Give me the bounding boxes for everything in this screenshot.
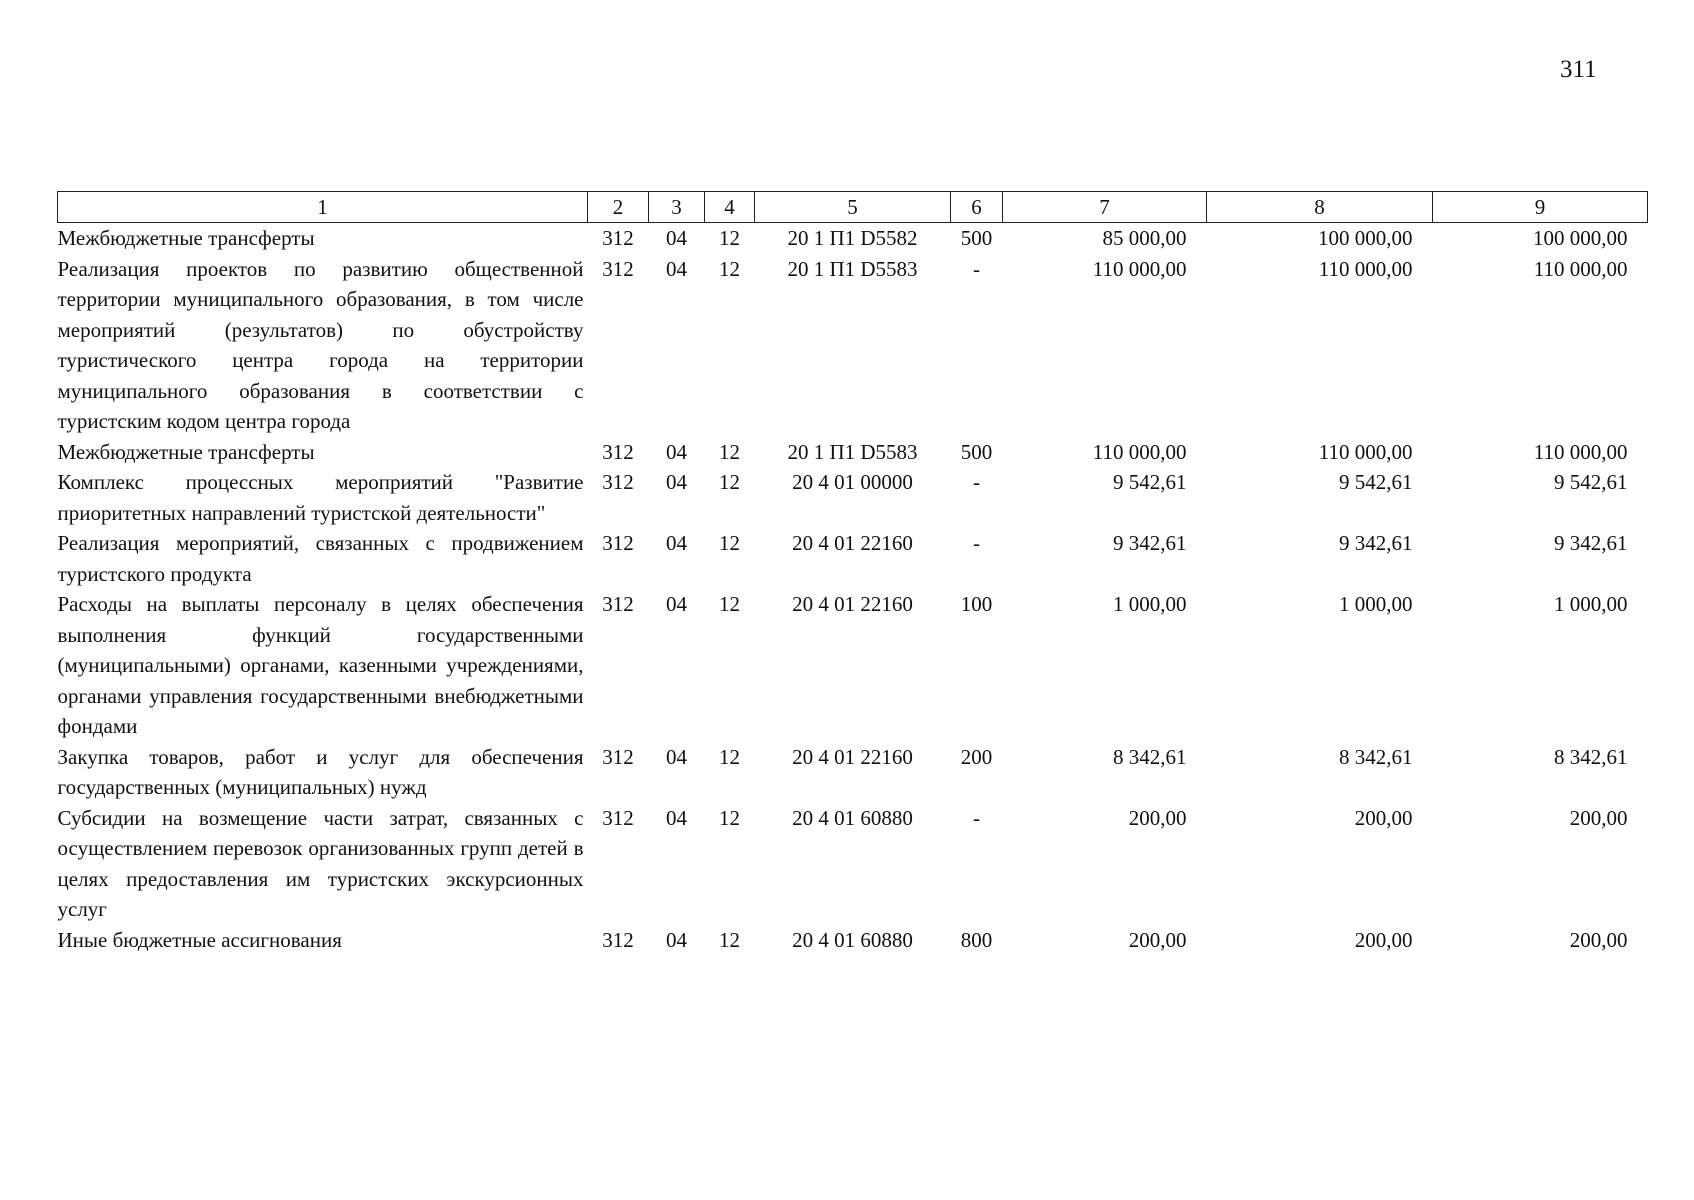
column-header-1: 1 (58, 192, 588, 223)
table-row (58, 467, 1648, 528)
amount-8-cell: 9 542,61 (1339, 470, 1413, 494)
code-4-cell: 12 (719, 531, 740, 555)
table-row (58, 925, 1648, 956)
amount-7-cell: 85 000,00 (1102, 226, 1187, 250)
code-6-cell: 500 (960, 439, 993, 464)
amount-7-cell: 9 342,61 (1113, 531, 1187, 555)
code-5-cell: 20 1 П1 D5583 (787, 439, 918, 464)
code-5-cell: 20 4 01 60880 (792, 927, 913, 952)
column-header-7: 7 (1003, 192, 1207, 223)
code-5-cell: 20 4 01 00000 (792, 470, 913, 494)
table-row (58, 254, 1648, 437)
code-2-cell: 312 (602, 744, 634, 769)
code-4-cell: 12 (719, 592, 740, 616)
code-3-cell: 04 (666, 744, 687, 769)
code-3-cell: 04 (666, 439, 687, 464)
code-3-cell: 04 (666, 470, 687, 494)
code-5-cell: 20 4 01 22160 (792, 592, 913, 616)
code-2-cell: 312 (602, 256, 634, 281)
code-2-cell: 312 (602, 592, 634, 616)
amount-7-cell: 8 342,61 (1113, 744, 1187, 769)
column-header-9: 9 (1433, 192, 1648, 223)
row-name-cell: Комплекс процессных мероприятий "Развитие приоритетных направлений туристской деятельности" (57, 470, 584, 525)
row-name-cell: Межбюджетные трансферты (57, 226, 315, 250)
row-name-cell: Субсидии на возмещение части затрат, связанных с осуществлением перевозок организованных групп детей в целях предоставления им туристских экскурсионных услуг (57, 805, 584, 921)
column-header-5: 5 (755, 192, 951, 223)
code-6-cell: - (973, 531, 980, 555)
code-3-cell: 04 (666, 592, 687, 616)
table-body (58, 223, 1648, 956)
amount-9-cell: 8 342,61 (1554, 744, 1628, 769)
column-header-3: 3 (649, 192, 705, 223)
code-5-cell: 20 1 П1 D5582 (787, 226, 918, 250)
amount-9-cell: 110 000,00 (1533, 439, 1628, 464)
amount-7-cell: 200,00 (1128, 805, 1187, 830)
code-4-cell: 12 (719, 470, 740, 494)
code-4-cell: 12 (719, 927, 740, 952)
code-6-cell: - (973, 256, 980, 281)
code-4-cell: 12 (719, 744, 740, 769)
code-5-cell: 20 1 П1 D5583 (787, 256, 918, 281)
header-row (58, 192, 1648, 223)
amount-7-cell: 200,00 (1128, 927, 1187, 952)
table-row (58, 742, 1648, 803)
table-header (58, 192, 1648, 223)
amount-9-cell: 200,00 (1569, 927, 1628, 952)
row-name-cell: Иные бюджетные ассигнования (57, 927, 342, 952)
row-name-cell: Реализация мероприятий, связанных с продвижением туристского продукта (57, 531, 584, 586)
amount-8-cell: 110 000,00 (1318, 256, 1413, 281)
amount-8-cell: 1 000,00 (1339, 592, 1413, 616)
amount-7-cell: 110 000,00 (1092, 439, 1187, 464)
code-3-cell: 04 (666, 226, 687, 250)
code-2-cell: 312 (602, 439, 634, 464)
amount-8-cell: 200,00 (1354, 805, 1413, 830)
column-header-6: 6 (951, 192, 1003, 223)
code-6-cell: 100 (960, 592, 993, 616)
column-header-4: 4 (705, 192, 755, 223)
code-3-cell: 04 (666, 256, 687, 281)
code-3-cell: 04 (666, 805, 687, 830)
amount-9-cell: 9 542,61 (1554, 470, 1628, 494)
amount-9-cell: 200,00 (1569, 805, 1628, 830)
code-6-cell: 500 (960, 226, 993, 250)
table-row (58, 803, 1648, 925)
budget-table (57, 191, 1648, 955)
code-5-cell: 20 4 01 60880 (792, 805, 913, 830)
row-name-cell: Межбюджетные трансферты (57, 439, 315, 464)
code-3-cell: 04 (666, 531, 687, 555)
page-number: 311 (1560, 56, 1597, 83)
code-2-cell: 312 (602, 805, 634, 830)
row-name-cell: Реализация проектов по развитию общественной территории муниципального образования, в том числе мероприятий (результатов) по обустройству туристического центра города на территории муниципального образования в соответствии с туристским кодом центра города (57, 256, 584, 433)
code-4-cell: 12 (719, 226, 740, 250)
amount-7-cell: 9 542,61 (1113, 470, 1187, 494)
code-3-cell: 04 (666, 927, 687, 952)
amount-9-cell: 110 000,00 (1533, 256, 1628, 281)
amount-7-cell: 1 000,00 (1113, 592, 1187, 616)
amount-9-cell: 1 000,00 (1554, 592, 1628, 616)
code-6-cell: - (973, 470, 980, 494)
code-2-cell: 312 (602, 226, 634, 250)
table-row (58, 528, 1648, 589)
table-row (58, 589, 1648, 742)
column-header-8: 8 (1207, 192, 1433, 223)
code-6-cell: 200 (960, 744, 993, 769)
row-name-cell: Расходы на выплаты персоналу в целях обеспечения выполнения функций государственными (муниципальными) органами, казенными учреждениями, органами управления государственными внебюджетными фондами (57, 592, 584, 738)
column-header-2: 2 (588, 192, 649, 223)
amount-9-cell: 100 000,00 (1533, 226, 1628, 250)
code-2-cell: 312 (602, 470, 634, 494)
code-5-cell: 20 4 01 22160 (792, 744, 913, 769)
amount-8-cell: 200,00 (1354, 927, 1413, 952)
code-4-cell: 12 (719, 805, 740, 830)
code-6-cell: - (973, 805, 980, 830)
amount-7-cell: 110 000,00 (1092, 256, 1187, 281)
amount-8-cell: 110 000,00 (1318, 439, 1413, 464)
code-4-cell: 12 (719, 256, 740, 281)
code-4-cell: 12 (719, 439, 740, 464)
code-6-cell: 800 (960, 927, 993, 952)
amount-8-cell: 8 342,61 (1339, 744, 1413, 769)
table-row (58, 223, 1648, 254)
code-2-cell: 312 (602, 531, 634, 555)
amount-8-cell: 100 000,00 (1318, 226, 1413, 250)
table-row (58, 437, 1648, 468)
amount-8-cell: 9 342,61 (1339, 531, 1413, 555)
row-name-cell: Закупка товаров, работ и услуг для обеспечения государственных (муниципальных) нужд (57, 744, 584, 799)
code-5-cell: 20 4 01 22160 (792, 531, 913, 555)
code-2-cell: 312 (602, 927, 634, 952)
amount-9-cell: 9 342,61 (1554, 531, 1628, 555)
